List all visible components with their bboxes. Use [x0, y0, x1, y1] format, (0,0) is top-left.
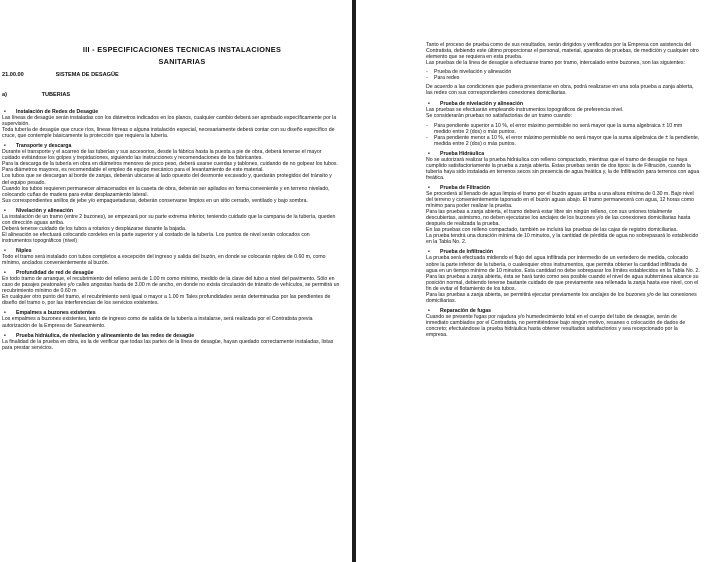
- item-paragraph: El alineación se efectuará colocando cordeles en la parte superior y al costado de la tubería. Los puntos de nivel serán colocados con instrumentos topográficos (nivel): [2, 231, 310, 244]
- document-title: [24, 44, 340, 68]
- item-paragraph: En las pruebas con relleno compactado, también se incluirá las pruebas de las cajas de registro domiciliarias.: [426, 227, 678, 234]
- bullet-icon: •: [4, 109, 6, 115]
- dash-bullet-icon: -: [426, 69, 428, 76]
- item-paragraph: Deberá tenerse cuidado de los tubos a rotarios y desplazarse durante la bajada.: [2, 225, 187, 232]
- list-item-text: Prueba de nivelación y alineación: [434, 69, 512, 76]
- item-paragraph: Para la descarga de la tubería en obra en diámetros menores de poco peso, deberá usarse cuerdas y tablones, cuidando de no golpear los tubos. Para diámetros mayores, es recomendable el empleo de equipo mecánico para el levantamiento de este material.: [2, 161, 338, 174]
- item-heading-text: Prueba de nivelación y alineación: [440, 101, 524, 108]
- right-page: [356, 0, 708, 562]
- item-heading-text: Transporte y descarga: [16, 143, 72, 150]
- left-page: [0, 0, 352, 562]
- intro-paragraph: Las pruebas de la línea de desagüe a efectuarse tramo por tramo, intercalado entre buzones, son las siguientes:: [426, 60, 685, 67]
- bullet-icon: •: [4, 247, 6, 254]
- right-items: [426, 101, 700, 338]
- spec-item: [426, 185, 700, 245]
- dash-bullet-icon: -: [426, 122, 428, 129]
- item-heading-text: Prueba de Filtración: [440, 184, 490, 191]
- title-line-1: III - ESPECIFICACIONES TECNICAS INSTALACIONES: [82, 45, 282, 54]
- spec-item: [426, 308, 700, 338]
- section-title: SISTEMA DE DESAGÜE: [55, 72, 119, 78]
- item-heading-text: Instalación de Redes de Desagüe: [16, 109, 99, 115]
- item-paragraph: En todo tramo de arranque, el recubrimiento del relleno será de 1.00 m como mínimo, medido de la clave del tubo a nivel del pavimento. Sólo en caso de pasajes peatonales y/o calles angostas hasta de 3.00 m de ancho, en donde no exista circulación de tránsito de vehículos, se permitirá un recubrimiento mínimo de 0.60 m: [2, 276, 340, 295]
- subsection-title: TUBERIAS: [41, 92, 71, 98]
- item-paragraph: Se considerarán pruebas no satisfactorias de un tramo cuando:: [426, 113, 572, 120]
- section-heading: [2, 72, 119, 78]
- bullet-icon: •: [428, 101, 430, 108]
- item-heading-text: Prueba de Infiltración: [440, 249, 494, 256]
- item-heading-text: Prueba hidráulica, de nivelación y alineamiento de las redes de desagüe: [16, 332, 195, 339]
- bullet-icon: •: [428, 249, 430, 256]
- subsection-heading: [2, 92, 70, 98]
- item-paragraph: La prueba tendrá una duración mínima de 10 minutos, y la cantidad de pérdida de agua no sobrepasará lo establecido en la Tabla No. 2.: [426, 233, 699, 246]
- item-paragraph: La prueba será efectuada midiendo el flujo del agua infiltrada por intermedio de un vertedero de medida, colocado sobre la parte inferior de la tubería, o cualesquier otros instrumentos, que permita obtener la cantidad infiltrada de agua en un tiempo mínimo de 10 minutos. Esta cantidad no debe sobrepasar los límites establecidos en la Tabla No. 2.: [426, 255, 700, 274]
- item-paragraph: Cuando los tubos requieren permanecer almacenados en la caseta de obra, deberán ser apilados en forma conveniente y en terreno nivelado, colocando cuñas de madera para evitar desplazamiento lateral.: [2, 185, 330, 198]
- item-paragraph: Toda tubería de desagüe que cruce ríos, líneas férreas o alguna instalación especial, necesariamente deberá contar con su diseño específico de cruce, que contemple básicamente la protección que requiera la tubería.: [2, 127, 335, 140]
- item-paragraph: La finalidad de la prueba en obra, es la de verificar que todas las partes de la línea de desagüe, hayan quedado correctamente instaladas, listas para prestar servicios.: [2, 338, 334, 351]
- item-paragraph: Sus correspondientes anillos de jebe y/o empaquetaduras, deberán conservarse limpios en un sitio cerrado, ventilado y bajo sombra.: [2, 197, 308, 204]
- list-item-text: Para pendiente superior a 10 %, el error máximo permisible no será mayor que la suma algebraica ± 10 mm medido entre 2 (dos) o más puntos.: [434, 122, 683, 135]
- list-item-text: Para pendiente menor a 10 %, el error máximo permisible no será mayor que la suma algebraica de ± la pendiente, medida entre 2 (dos) o más puntos.: [434, 134, 700, 147]
- dash-bullet-icon: -: [426, 134, 428, 141]
- item-heading-text: Empalmes a buzones existentes: [16, 310, 96, 317]
- item-heading-text: Prueba Hidráulica: [440, 150, 485, 157]
- item-list: [426, 123, 700, 147]
- subsection-letter: a): [2, 92, 7, 98]
- intro-block: [426, 42, 700, 96]
- spec-item: [2, 208, 340, 244]
- item-paragraph: Los tubos que se descargan al borde de zanjas, deberán ubicarse al lado opuesto del desmonte excavado y, quedarán protegidos del tránsito y del equipo pesado.: [2, 173, 332, 186]
- list-item: [426, 123, 700, 135]
- spec-item: [426, 151, 700, 181]
- item-paragraph: En cualquier otro punto del tramo, el recubrimiento será igual o mayor a 1.00 m Tales profundidades serán determinadas por las pendientes de diseño del tramo o, por las interferencias de los servicios existentes.: [2, 294, 331, 307]
- intro-paragraph: Tanto el proceso de prueba como de sus resultados, serán dirigidos y verificados por la Empresa con asistencia del Contratista, debiendo este último proporcionar el personal, material, aparatos de pruebas, de medición y cualquier otro elemento que se requiera en esta prueba.: [426, 42, 699, 61]
- bullet-icon: •: [428, 184, 430, 191]
- item-paragraph: Se procederá al llenado de agua limpia el tramo por el buzón aguas arriba a una altura mínima de 0.30 m. Bajo nivel del terreno y convenientemente taponado en el buzón aguas abajo. El tramo permanecerá con agua, 12 horas como mínimo para poder realizar la prueba.: [426, 190, 694, 210]
- item-paragraph: Las líneas de desagüe serán instaladas con los diámetros indicados en los planos, cualquier cambio deberá ser aprobado específicamente por la supervisión.: [2, 115, 337, 128]
- item-paragraph: Para las pruebas a zanja abierta, ésta se hará tanto como sea posible cuando el nivel de agua subterránea alcance su posición normal, debiendo tenerse bastante cuidado de que previamente sea rellenada la zanja hasta ese nivel, con el fin de evitar el flotamiento de los tubos.: [426, 273, 699, 292]
- item-paragraph: No se autorizará realizar la prueba hidráulica con relleno compactado, mientras que el tramo de desagüe no haya cumplido satisfactoriamente la prueba a zanja abierta. Estas pruebas serán de dos tipos: la de Filtración, cuando la tubería haya sido instalada en terrenos secos sin presencia de agua freática y, la de Infiltración para terrenos con agua freática.: [426, 156, 700, 181]
- item-paragraph: La instalación de un tramo (entre 2 buzones), se empezará por su parte extrema inferior, teniendo cuidado que la campana de la tubería, queden con dirección aguas arriba.: [2, 213, 336, 226]
- bullet-icon: •: [4, 310, 6, 317]
- bullet-icon: •: [4, 332, 6, 339]
- item-paragraph: Cuando se presente fugas por rajadura y/o humedecimiento total en el cuerpo del tubo de desagüe, serán de inmediato cambiados por el Contratista, no permitiéndose bajo ningún motivo, resanes o colocación de dados de concreto; efectuándose la prueba hidráulica hasta obtener resultados satisfactorios y sea recepcionado por la empresa.: [426, 313, 686, 339]
- spec-item: [2, 310, 340, 328]
- item-heading-text: Profundidad de red de desagüe: [16, 270, 94, 277]
- list-item-text: Para redes: [434, 75, 460, 82]
- item-paragraph: Las pruebas se efectuarán empleando instrumentos topográficos de preferencia nivel.: [426, 107, 624, 114]
- item-paragraph: Para las pruebas a zanja abierta, se permitirá ejecutar previamente los anclajes de los buzones y/o de las conexiones domiciliarias.: [426, 291, 697, 304]
- item-paragraph: Todo el tramo será instalado con tubos completos a excepción del ingreso y salida del buzón, en donde se colocarán niples de 0.60 m, como mínimo, anclados convenientemente al buzón.: [2, 254, 326, 267]
- right-body: [426, 42, 700, 342]
- item-heading-text: Nivelación y alineación: [16, 207, 74, 214]
- list-item: [426, 75, 700, 81]
- list-item: [426, 135, 700, 147]
- item-paragraph: Durante el transporte y el acarreo de las tuberías y sus accesorios, desde la fábrica hasta la puesta a pie de obra, deberá tenerse el mayor cuidado evitándose los golpes y trepidaciones, siguiendo las instrucciones y recomendaciones de los fabricantes.: [2, 149, 322, 162]
- spec-item: [426, 101, 700, 146]
- bullet-icon: •: [4, 207, 6, 214]
- item-heading-text: Reparación de fugas: [440, 307, 492, 314]
- left-body: [2, 109, 340, 355]
- section-code: 21.00.00: [2, 72, 24, 78]
- spec-item: [2, 270, 340, 306]
- bullet-icon: •: [428, 307, 430, 314]
- spec-item: [2, 333, 340, 351]
- item-heading-text: Niples: [16, 247, 32, 254]
- spec-item: [2, 109, 340, 139]
- bullet-icon: •: [4, 270, 6, 277]
- item-paragraph: Los empalmes a buzones existentes, tanto de ingreso como de salida de la tubería a instalarse, será realizada por el Contratista previa autorización de la Empresa de Saneamiento.: [2, 316, 313, 329]
- bullet-icon: •: [428, 150, 430, 157]
- title-line-2: SANITARIAS: [158, 57, 206, 66]
- intro-paragraph: De acuerdo a las condiciones que pudiera presentarse en obra, podrá realizarse en una sola prueba a zanja abierta, las redes con sus correspondientes conexiones domiciliarias.: [426, 84, 694, 97]
- spec-item: [2, 248, 340, 266]
- spec-item: [2, 143, 340, 203]
- spec-item: [426, 249, 700, 303]
- bullet-icon: •: [4, 143, 6, 150]
- intro-list: [426, 69, 700, 81]
- item-paragraph: Para las pruebas a zanja abierta, el tramo deberá estar libre sin ningún relleno, con sus uniones totalmente descubiertas, asimismo, no deben ejecutarse los anclajes de los buzones y/o de las conexiones domiciliarias hasta después de realizada la prueba.: [426, 209, 691, 228]
- dash-bullet-icon: -: [426, 75, 428, 82]
